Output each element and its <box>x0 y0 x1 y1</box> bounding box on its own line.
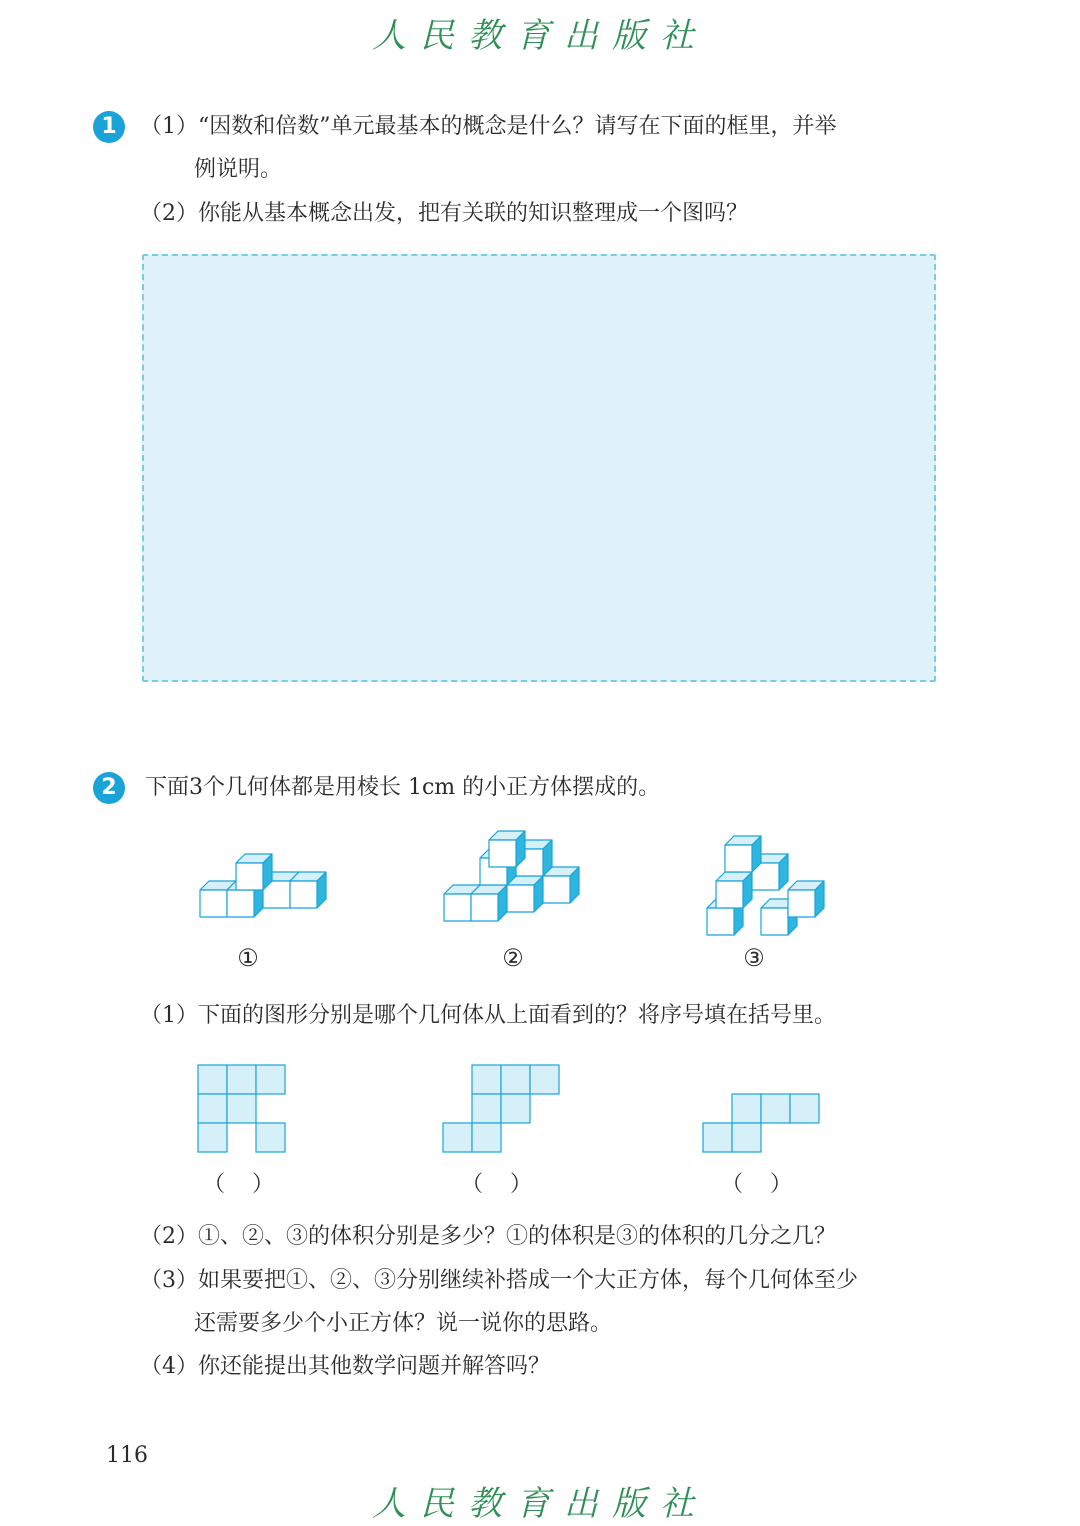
top-view-c <box>703 1094 819 1152</box>
cube-front <box>716 881 743 908</box>
cube-front <box>444 894 471 921</box>
grid-square <box>472 1123 501 1152</box>
question-2-part2: （2）①、②、③的体积分别是多少？①的体积是③的体积的几分之几？ <box>140 1224 836 1249</box>
publisher-footer: 人民教育出版社 <box>372 1484 708 1524</box>
question-2-part1: （1）下面的图形分别是哪个几何体从上面看到的？将序号填在括号里。 <box>140 1003 836 1028</box>
question-1-part1-line1: （1）“因数和倍数”单元最基本的概念是什么？请写在下面的框里，并举 <box>140 114 837 139</box>
cube-front <box>543 876 570 903</box>
question-1-part2: （2）你能从基本概念出发，把有关联的知识整理成一个图吗？ <box>140 201 748 226</box>
answer-blank-b[interactable]: （ ） <box>461 1172 542 1197</box>
grid-square <box>761 1094 790 1123</box>
grid-square <box>227 1094 256 1123</box>
question-1-part1-line2: 例说明。 <box>194 157 283 182</box>
grid-square <box>198 1065 227 1094</box>
grid-square <box>732 1094 761 1123</box>
page-number: 116 <box>106 1443 148 1468</box>
question-2-part3-line2: 还需要多少个小正方体？说一说你的思路。 <box>194 1311 613 1336</box>
grid-square <box>256 1123 285 1152</box>
solid-figure-2 <box>444 831 579 921</box>
grid-square <box>198 1123 227 1152</box>
grid-square <box>443 1123 472 1152</box>
cube-front <box>200 890 227 917</box>
cube-front <box>489 840 516 867</box>
publisher-header: 人民教育出版社 <box>372 16 708 56</box>
solid-figure-3 <box>707 836 824 935</box>
solid-label-3: ③ <box>743 944 765 972</box>
grid-square <box>501 1094 530 1123</box>
solid-label-2: ② <box>502 944 524 972</box>
grid-square <box>256 1065 285 1094</box>
grid-square <box>703 1123 732 1152</box>
top-view-a <box>198 1065 285 1152</box>
cube-front <box>290 881 317 908</box>
cube-front <box>227 890 254 917</box>
top-views <box>190 1060 830 1160</box>
cube-front <box>788 890 815 917</box>
grid-square <box>472 1094 501 1123</box>
question-2-intro: 下面3个几何体都是用棱长 1cm 的小正方体摆成的。 <box>145 775 661 800</box>
grid-square <box>227 1065 256 1094</box>
answer-blank-a[interactable]: （ ） <box>203 1172 284 1197</box>
cube-front <box>507 885 534 912</box>
question-1-number: 1 <box>93 111 125 143</box>
question-2-part3-line1: （3）如果要把①、②、③分别继续补搭成一个大正方体，每个几何体至少 <box>140 1268 858 1293</box>
grid-square <box>790 1094 819 1123</box>
answer-blank-c[interactable]: （ ） <box>721 1172 802 1197</box>
cube-front <box>761 908 788 935</box>
grid-square <box>530 1065 559 1094</box>
grid-square <box>472 1065 501 1094</box>
solid-label-1: ① <box>237 944 259 972</box>
solid-figure-1 <box>200 854 326 917</box>
question-2-number: 2 <box>93 772 125 804</box>
top-view-b <box>443 1065 559 1152</box>
grid-square <box>732 1123 761 1152</box>
cube-front <box>707 908 734 935</box>
grid-square <box>198 1094 227 1123</box>
answer-box[interactable] <box>142 254 936 682</box>
cube-front <box>725 845 752 872</box>
cube-front <box>236 863 263 890</box>
solid-figures <box>180 818 900 948</box>
grid-square <box>501 1065 530 1094</box>
cube-front <box>471 894 498 921</box>
question-2-part4: （4）你还能提出其他数学问题并解答吗？ <box>140 1354 550 1379</box>
